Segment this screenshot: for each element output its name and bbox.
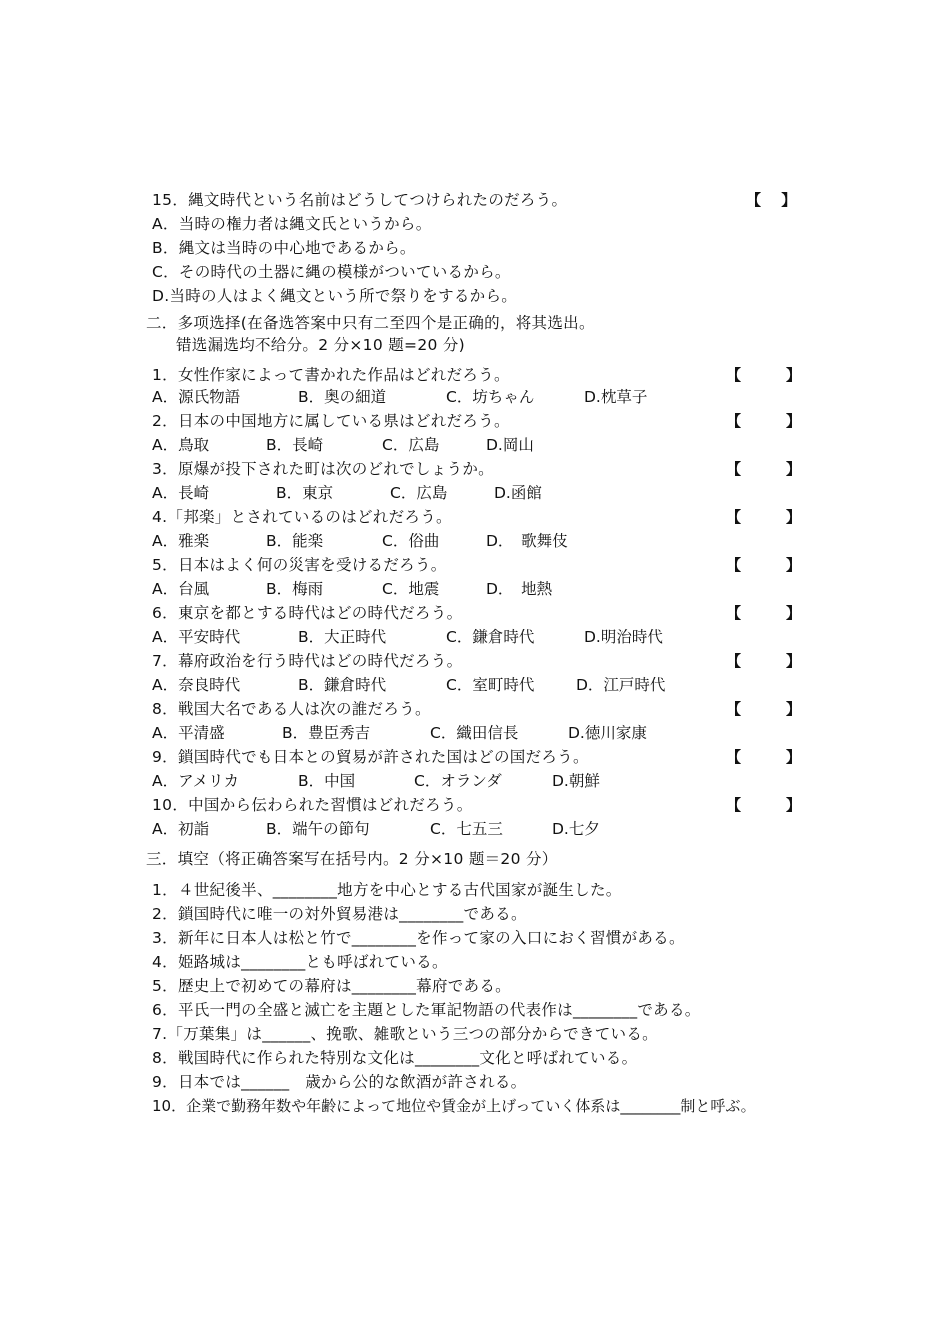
s2-q5: 5．日本はよく何の災害を受けるだろう。 [152,556,447,574]
s3-item-10: 10．企業で勤務年数や年齢によって地位や賃金が上げっていく体系は________制と呼ぶ。 [152,1097,756,1115]
s2-q7-option-c: C．室町時代 [446,676,535,694]
s2-q10-bracket: 【 】 [726,796,802,814]
s2-q10-option-a: A．初詣 [152,820,210,838]
s3-item-5: 5．歴史上で初めての幕府は________幕府である。 [152,977,511,995]
s2-q10-option-d: D.七夕 [552,820,600,838]
s2-q2-option-b: B．長崎 [266,436,324,454]
q15-option-d: D.当時の人はよく縄文という所で祭りをするから。 [152,287,518,305]
s2-q5-option-d: D． 地熱 [486,580,553,598]
section2-title-note: 错选漏选均不给分。2 分×10 题=20 分) [176,336,466,354]
s2-q6: 6．東京を都とする時代はどの時代だろう。 [152,604,463,622]
s3-item-7: 7.「万葉集」は______、挽歌、雑歌という三つの部分からできている。 [152,1025,658,1043]
s2-q7: 7．幕府政治を行う時代はどの時代だろう。 [152,652,463,670]
s2-q1: 1．女性作家によって書かれた作品はどれだろう。 [152,366,510,384]
s2-q4-option-b: B．能楽 [266,532,324,550]
s3-item-2: 2．鎖国時代に唯一の対外貿易港は________である。 [152,905,527,923]
s2-q8-option-c: C．織田信長 [430,724,519,742]
s2-q6-bracket: 【 】 [726,604,802,622]
s2-q10-option-b: B．端午の節句 [266,820,370,838]
s2-q9-option-d: D.朝鮮 [552,772,600,790]
s2-q2-option-c: C．広島 [382,436,440,454]
s2-q4-option-c: C．俗曲 [382,532,440,550]
s2-q7-option-b: B．鎌倉時代 [298,676,387,694]
s2-q3-option-a: A．長崎 [152,484,210,502]
s2-q2-option-a: A．鳥取 [152,436,210,454]
s2-q2-option-d: D.岡山 [486,436,534,454]
s2-q6-option-c: C．鎌倉時代 [446,628,535,646]
s2-q3-option-b: B．東京 [276,484,334,502]
s2-q5-option-c: C．地震 [382,580,440,598]
s3-item-3: 3．新年に日本人は松と竹で________を作って家の入口におく習慣がある。 [152,929,685,947]
s3-item-6: 6．平氏一門の全盛と滅亡を主題とした軍記物語の代表作は________である。 [152,1001,701,1019]
s3-item-9: 9．日本では______ 歳から公的な飲酒が許される。 [152,1073,527,1091]
s2-q5-option-b: B．梅雨 [266,580,324,598]
s2-q8-option-b: B．豊臣秀吉 [282,724,371,742]
s2-q2-bracket: 【 】 [726,412,802,430]
s2-q9: 9．鎖国時代でも日本との貿易が許された国はどの国だろう。 [152,748,589,766]
s2-q6-option-d: D.明治時代 [584,628,663,646]
s2-q4: 4.「邦楽」とされているのはどれだろう。 [152,508,452,526]
section3-title: 三．填空（将正确答案写在括号内。2 分×10 题＝20 分） [146,850,558,868]
s2-q10: 10．中国から伝わられた習慣はどれだろう。 [152,796,473,814]
s2-q1-option-a: A．源氏物語 [152,388,241,406]
q15-question: 15．縄文時代という名前はどうしてつけられたのだろう。 [152,191,568,209]
s2-q3: 3．原爆が投下された町は次のどれでしょうか。 [152,460,494,478]
s2-q7-option-a: A．奈良時代 [152,676,241,694]
s2-q6-option-b: B．大正時代 [298,628,387,646]
section2-title: 二．多项选择(在备选答案中只有二至四个是正确的，将其选出。 [146,314,595,332]
s2-q9-option-b: B．中国 [298,772,356,790]
q15-option-b: B．縄文は当時の中心地であるから。 [152,239,416,257]
s2-q10-option-c: C．七五三 [430,820,503,838]
s2-q5-bracket: 【 】 [726,556,802,574]
s2-q2: 2．日本の中国地方に属している県はどれだろう。 [152,412,510,430]
s2-q8: 8．戦国大名である人は次の誰だろう。 [152,700,431,718]
q15-answer-bracket: 【 】 [746,191,797,209]
s2-q8-option-d: D.徳川家康 [568,724,647,742]
s2-q9-option-a: A．アメリカ [152,772,240,790]
s2-q4-option-a: A．雅楽 [152,532,210,550]
s3-item-8: 8．戦国時代に作られた特別な文化は________文化と呼ばれている。 [152,1049,638,1067]
s2-q7-bracket: 【 】 [726,652,802,670]
s2-q4-bracket: 【 】 [726,508,802,526]
q15-option-a: A．当時の権力者は縄文氏というから。 [152,215,432,233]
s2-q3-bracket: 【 】 [726,460,802,478]
s2-q8-bracket: 【 】 [726,700,802,718]
s2-q5-option-a: A．台風 [152,580,210,598]
s2-q9-bracket: 【 】 [726,748,802,766]
s2-q1-bracket: 【 】 [726,366,802,384]
s2-q3-option-c: C．広島 [390,484,448,502]
s3-item-4: 4．姫路城は________とも呼ばれている。 [152,953,448,971]
s2-q9-option-c: C．オランダ [414,772,502,790]
s2-q4-option-d: D． 歌舞伎 [486,532,568,550]
s2-q1-option-c: C．坊ちゃん [446,388,535,406]
s2-q3-option-d: D.函館 [494,484,542,502]
s2-q1-option-b: B．奥の細道 [298,388,387,406]
s2-q8-option-a: A．平清盛 [152,724,225,742]
s3-item-1: 1．４世紀後半、________地方を中心とする古代国家が誕生した。 [152,881,622,899]
s2-q7-option-d: D．江戸時代 [576,676,666,694]
s2-q6-option-a: A．平安時代 [152,628,241,646]
q15-option-c: C．その時代の土器に縄の模様がついているから。 [152,263,511,281]
s2-q1-option-d: D.枕草子 [584,388,648,406]
